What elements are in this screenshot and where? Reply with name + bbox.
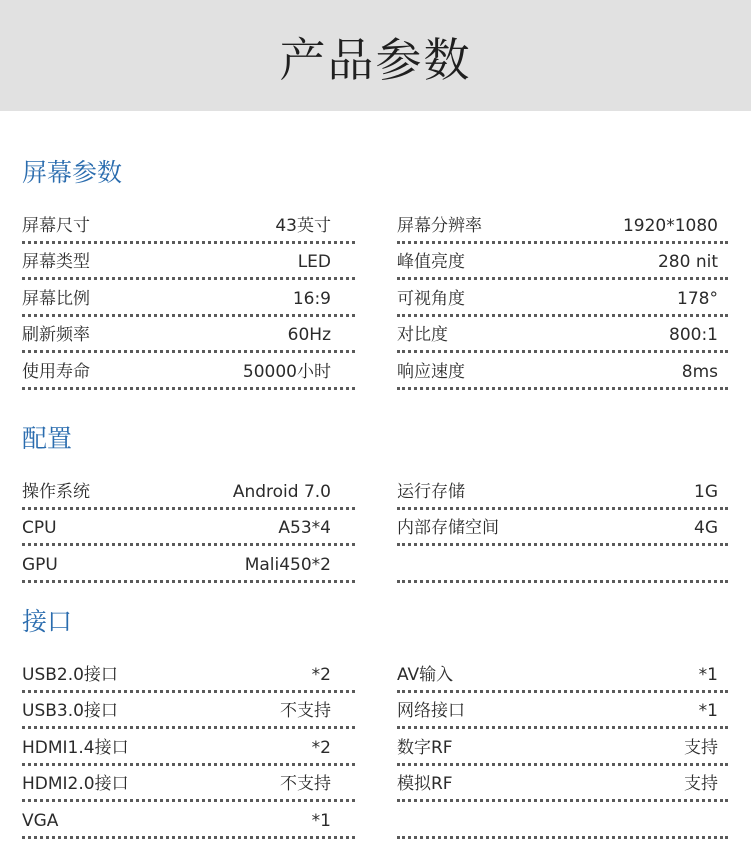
spec-label: 数字RF: [397, 737, 453, 758]
spec-label: 屏幕比例: [22, 288, 90, 309]
spec-row: [22, 353, 355, 390]
spec-value: Mali450*2: [244, 554, 331, 575]
spec-row: [397, 473, 728, 510]
spec-row: [397, 280, 728, 317]
spec-label: 使用寿命: [22, 361, 90, 382]
spec-row: [22, 729, 355, 766]
header-banner: [0, 0, 751, 111]
spec-row: [397, 317, 728, 354]
spec-label: USB3.0接口: [22, 701, 118, 721]
spec-label: HDMI1.4接口: [22, 737, 129, 758]
spec-label: 响应速度: [397, 361, 465, 382]
spec-value: 1G: [694, 481, 718, 502]
spec-label: 内部存储空间: [397, 518, 499, 538]
spec-value: A53*4: [278, 518, 331, 538]
spec-value: Android 7.0: [232, 481, 331, 502]
spec-row: [22, 656, 355, 693]
spec-label: 屏幕分辨率: [397, 215, 482, 236]
spec-row-empty: [397, 802, 728, 839]
spec-value: 8ms: [681, 361, 718, 382]
spec-label: GPU: [22, 554, 58, 575]
screen-params-right: [397, 207, 728, 390]
spec-value: 支持: [684, 774, 718, 794]
spec-value: 50000小时: [242, 361, 331, 382]
spec-label: 可视角度: [397, 288, 465, 309]
spec-row: [22, 766, 355, 803]
spec-value: 不支持: [280, 701, 331, 721]
spec-value: 800:1: [669, 325, 718, 345]
spec-value: 16:9: [292, 288, 331, 309]
spec-row: [22, 317, 355, 354]
section-title-config: 配置: [22, 424, 73, 453]
spec-row: [22, 244, 355, 281]
spec-row-empty: [397, 546, 728, 583]
config-right: [397, 473, 728, 583]
spec-row: [22, 802, 355, 839]
spec-value: 280 nit: [657, 252, 718, 272]
spec-label: 屏幕尺寸: [22, 215, 90, 236]
spec-value: *1: [311, 810, 331, 831]
spec-label: 网络接口: [397, 701, 465, 721]
spec-label: 刷新频率: [22, 325, 90, 345]
spec-value: 4G: [694, 518, 718, 538]
spec-label: CPU: [22, 518, 57, 538]
spec-value: 60Hz: [287, 325, 331, 345]
screen-params-left: [22, 207, 355, 390]
spec-row: [397, 693, 728, 730]
ports-left: [22, 656, 355, 839]
spec-label: 峰值亮度: [397, 252, 465, 272]
spec-row: [22, 473, 355, 510]
section-title-ports: 接口: [22, 607, 73, 636]
spec-value: 支持: [684, 737, 718, 758]
spec-row: [397, 244, 728, 281]
spec-label: 屏幕类型: [22, 252, 90, 272]
spec-label: HDMI2.0接口: [22, 774, 129, 794]
spec-value: 1920*1080: [622, 215, 718, 236]
spec-value: *1: [698, 701, 718, 721]
spec-row: [397, 729, 728, 766]
spec-label: USB2.0接口: [22, 664, 118, 685]
spec-row: [397, 353, 728, 390]
spec-row: [397, 656, 728, 693]
spec-row: [22, 207, 355, 244]
spec-label: AV输入: [397, 664, 454, 685]
spec-value: *1: [698, 664, 718, 685]
spec-value: 不支持: [280, 774, 331, 794]
spec-label: 运行存储: [397, 481, 465, 502]
spec-value: 178°: [677, 288, 718, 309]
spec-row: [22, 510, 355, 547]
spec-value: LED: [297, 252, 331, 272]
spec-value: 43英寸: [275, 215, 331, 236]
config-left: [22, 473, 355, 583]
ports-right: [397, 656, 728, 839]
spec-value: *2: [311, 664, 331, 685]
spec-row: [22, 693, 355, 730]
spec-label: 操作系统: [22, 481, 90, 502]
spec-row: [397, 207, 728, 244]
spec-label: 对比度: [397, 325, 448, 345]
spec-row: [397, 766, 728, 803]
spec-label: VGA: [22, 810, 59, 831]
section-title-screen: 屏幕参数: [22, 158, 123, 187]
spec-row: [22, 546, 355, 583]
spec-row: [397, 510, 728, 547]
page-title: 产品参数: [279, 33, 472, 87]
spec-row: [22, 280, 355, 317]
spec-label: 模拟RF: [397, 774, 453, 794]
spec-value: *2: [311, 737, 331, 758]
